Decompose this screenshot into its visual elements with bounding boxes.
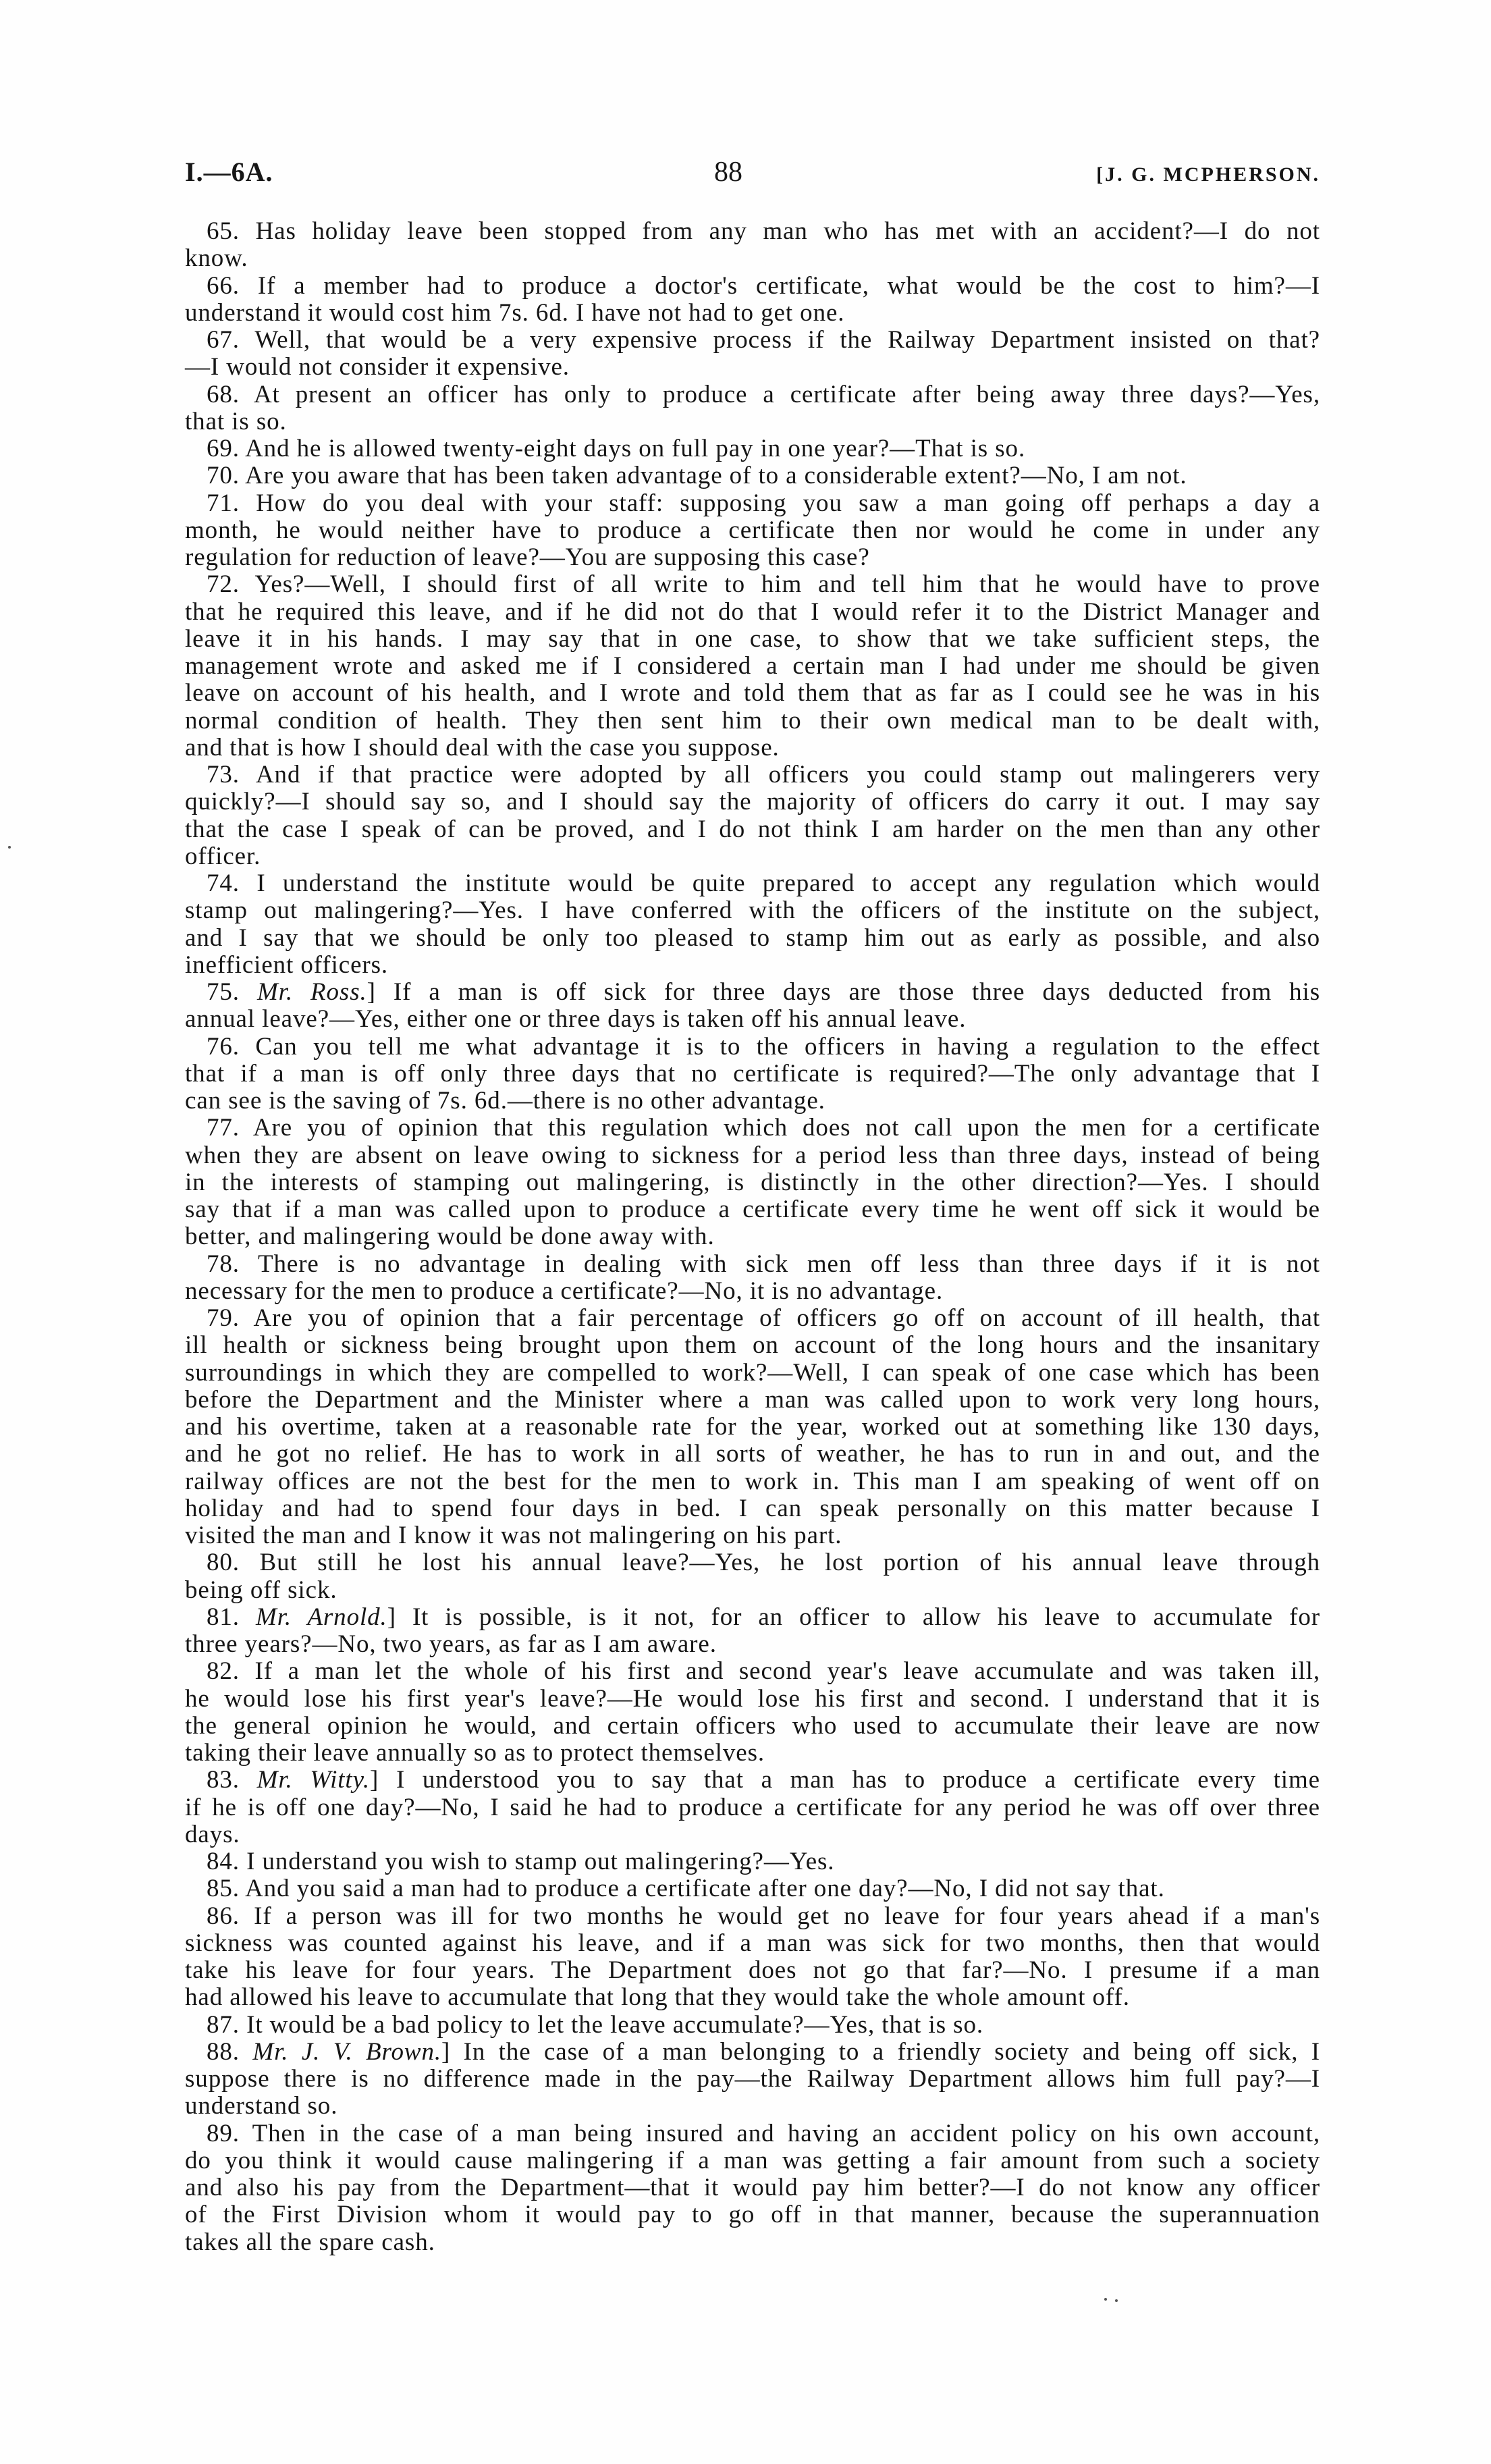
line-text: taking their leave annually so as to protect themselves.	[185, 1739, 765, 1767]
text-line	[185, 843, 1320, 870]
line-text: And you said a man had to produce a certificate after one day?—No, I did not say that.	[245, 1875, 1165, 1903]
text-line	[185, 870, 1320, 897]
line-text: inefficient officers.	[185, 950, 389, 979]
text-line	[185, 273, 1320, 300]
paragraph-number: 67.	[207, 326, 240, 354]
line-text: If a member had to produce a doctor's certificate, what would be the cost to him?—I	[257, 271, 1320, 300]
text-line	[185, 680, 1320, 707]
line-text: officer.	[185, 842, 261, 870]
text-line	[185, 1522, 1320, 1549]
text-line	[185, 1821, 1320, 1848]
line-text: sickness was counted against his leave, and if a man was sick for two months, then that would	[185, 1929, 1320, 1957]
line-text: railway offices are not the best for the men to work in. This man I am speaking of went off on	[185, 1467, 1320, 1495]
text-line	[185, 979, 1320, 1006]
line-text: when they are absent on leave owing to sickness for a period less than three days, instead of being	[185, 1141, 1320, 1169]
qa-paragraph	[185, 1767, 1320, 1848]
text-line	[185, 462, 1320, 489]
paragraph-number: 88.	[207, 2037, 240, 2066]
line-text: Are you of opinion that this regulation which does not call upon the men for a certificate	[252, 1114, 1321, 1142]
text-line	[185, 1251, 1320, 1278]
speaker-name: Mr. J. V. Brown.	[252, 2037, 441, 2066]
text-line	[185, 2012, 1320, 2039]
text-line	[185, 1875, 1320, 1902]
text-line	[185, 1061, 1320, 1088]
paragraph-number: 68.	[207, 380, 240, 408]
line-text: How do you deal with your staff: supposing you saw a man going off perhaps a day a	[256, 489, 1320, 517]
text-line	[185, 218, 1320, 245]
text-line	[185, 1658, 1320, 1685]
line-text: the general opinion he would, and certain officers who used to accumulate their leave are now	[185, 1711, 1320, 1740]
line-text: necessary for the men to produce a certificate?—No, it is no advantage.	[185, 1277, 944, 1305]
line-text: ] It is possible, is it not, for an officer to allow his leave to accumulate for	[387, 1603, 1320, 1631]
line-text: if he is off one day?—No, I said he had to produce a certificate for any period he was off over three	[185, 1793, 1320, 1821]
text-line	[185, 626, 1320, 653]
line-text: and that is how I should deal with the case you suppose.	[185, 733, 780, 761]
line-text: he would lose his first year's leave?—He would lose his first and second. I understand that it is	[185, 1684, 1320, 1713]
text-line	[185, 1984, 1320, 2011]
line-text: can see is the saving of 7s. 6d.—there is no other advantage.	[185, 1087, 825, 1115]
paragraph-number: 71.	[207, 489, 240, 517]
text-line	[185, 2120, 1320, 2147]
text-line	[185, 788, 1320, 815]
line-text: surroundings in which they are compelled to work?—Well, I can speak of one case which has been	[185, 1358, 1320, 1387]
line-text: And he is allowed twenty-eight days on full pay in one year?—That is so.	[245, 435, 1026, 462]
text-line	[185, 2066, 1320, 2093]
paragraph-number: 83.	[207, 1766, 240, 1794]
text-line	[185, 1196, 1320, 1223]
qa-paragraph	[185, 1848, 1320, 1875]
qa-paragraph	[185, 1034, 1320, 1115]
line-text: before the Department and the Minister where a man was called upon to work very long hours,	[185, 1385, 1320, 1414]
line-text: ] In the case of a man belonging to a friendly society and being off sick, I	[441, 2037, 1320, 2066]
text-line	[185, 354, 1320, 381]
text-line	[185, 1549, 1320, 1576]
speaker-name: Mr. Witty.	[256, 1766, 371, 1794]
line-text: annual leave?—Yes, either one or three days is taken off his annual leave.	[185, 1005, 967, 1034]
line-text: I understand the institute would be quite prepared to accept any regulation which would	[256, 869, 1320, 897]
line-text: If a person was ill for two months he would get no leave for four years ahead if a man's	[254, 1902, 1321, 1930]
text-line	[185, 2174, 1320, 2201]
line-text: being off sick.	[185, 1576, 337, 1604]
text-line	[185, 408, 1320, 435]
qa-paragraph	[185, 761, 1320, 870]
qa-paragraph	[185, 571, 1320, 761]
line-text: do you think it would cause malingering if a man was getting a fair amount from such a society	[185, 2146, 1320, 2174]
line-text: suppose there is no difference made in the pay—the Railway Department allows him full pay?—I	[185, 2065, 1320, 2093]
paragraph-number: 82.	[207, 1657, 240, 1686]
text-line	[185, 490, 1320, 517]
line-text: know.	[185, 244, 248, 273]
line-text: Are you aware that has been taken advantage of to a considerable extent?—No, I am not.	[245, 462, 1187, 490]
line-text: Well, that would be a very expensive process if the Railway Department insisted on that?	[254, 326, 1321, 354]
line-text: take his leave for four years. The Department does not go that far?—No. I presume if a man	[185, 1956, 1320, 1984]
page-header	[185, 153, 1320, 191]
line-text: and his overtime, taken at a reasonable rate for the year, worked out at something like 130 days,	[185, 1413, 1320, 1441]
qa-paragraph	[185, 979, 1320, 1034]
text-line	[185, 1169, 1320, 1196]
text-line	[185, 1115, 1320, 1142]
text-line	[185, 1930, 1320, 1957]
text-line	[185, 544, 1320, 571]
paragraph-number: 70.	[207, 462, 240, 490]
line-text: regulation for reduction of leave?—You are supposing this case?	[185, 543, 870, 571]
qa-paragraph	[185, 2039, 1320, 2120]
line-text: visited the man and I know it was not malingering on his part.	[185, 1522, 842, 1549]
line-text: Has holiday leave been stopped from any man who has met with an accident?—I do not	[255, 217, 1320, 245]
line-text: had allowed his leave to accumulate that long that they would take the whole amount off.	[185, 1983, 1130, 2012]
line-text: that he required this leave, and if he did not do that I would refer it to the District Manager and	[185, 597, 1320, 626]
page-number: 88	[714, 157, 742, 188]
text-line	[185, 1414, 1320, 1441]
text-line	[185, 1794, 1320, 1821]
text-line	[185, 1360, 1320, 1387]
line-text: understand so.	[185, 2092, 338, 2120]
qa-paragraph	[185, 2120, 1320, 2256]
paragraph-number: 75.	[207, 978, 240, 1006]
paper-series-label: I.—6A.	[185, 157, 273, 187]
line-text: ] I understood you to say that a man has to produce a certificate every time	[370, 1766, 1320, 1794]
line-text: that is so.	[185, 407, 287, 435]
line-text: that the case I speak of can be proved, and I do not think I am harder on the men than any other	[185, 815, 1320, 843]
line-text: understand it would cost him 7s. 6d. I have not had to get one.	[185, 298, 845, 327]
paragraph-number: 87.	[207, 2010, 240, 2039]
text-line	[185, 952, 1320, 979]
paragraph-number: 89.	[207, 2119, 240, 2147]
line-text: better, and malingering would be done away with.	[185, 1223, 715, 1251]
line-text: But still he lost his annual leave?—Yes, he lost portion of his annual leave through	[259, 1549, 1320, 1577]
text-line	[185, 1278, 1320, 1305]
line-text: three years?—No, two years, as far as I am aware.	[185, 1630, 717, 1658]
text-line	[185, 1631, 1320, 1658]
line-text: say that if a man was called upon to produce a certificate every time he went off sick it would be	[185, 1196, 1320, 1223]
paragraph-number: 79.	[207, 1304, 240, 1332]
qa-paragraph	[185, 870, 1320, 979]
line-text: leave it in his hands. I may say that in one case, to show that we take sufficient steps, the	[185, 624, 1320, 653]
line-text: holiday and had to spend four days in bed. I can speak personally on this matter because I	[185, 1494, 1320, 1522]
paragraph-number: 69.	[207, 435, 240, 462]
paragraph-number: 77.	[207, 1114, 240, 1142]
scan-speck	[1104, 2298, 1107, 2301]
qa-paragraph	[185, 2012, 1320, 2039]
paragraph-number: 72.	[207, 570, 240, 599]
text-line	[185, 1957, 1320, 1984]
text-line	[185, 1441, 1320, 1468]
text-line	[185, 1577, 1320, 1604]
text-line	[185, 1223, 1320, 1250]
line-text: At present an officer has only to produce a certificate after being away three days?—Yes,	[253, 380, 1320, 408]
evidence-body	[185, 218, 1320, 2256]
text-line	[185, 599, 1320, 626]
text-line	[185, 1740, 1320, 1767]
line-text: ] If a man is off sick for three days are those three days deducted from his	[367, 978, 1320, 1006]
text-line	[185, 1468, 1320, 1495]
qa-paragraph	[185, 327, 1320, 381]
text-line	[185, 381, 1320, 408]
qa-paragraph	[185, 462, 1320, 489]
qa-paragraph	[185, 1549, 1320, 1604]
paragraph-number: 86.	[207, 1902, 240, 1930]
line-text: It would be a bad policy to let the leave accumulate?—Yes, that is so.	[246, 2010, 983, 2039]
scan-speck	[8, 846, 11, 849]
line-text: normal condition of health. They then sent him to their own medical man to be dealt with,	[185, 706, 1320, 734]
speaker-name: Mr. Ross.	[256, 978, 367, 1006]
qa-paragraph	[185, 218, 1320, 273]
text-line	[185, 1686, 1320, 1713]
text-line	[185, 925, 1320, 952]
text-line	[185, 1713, 1320, 1740]
line-text: quickly?—I should say so, and I should say the majority of officers do carry it out. I may say	[185, 788, 1320, 816]
text-line	[185, 1604, 1320, 1631]
text-line	[185, 653, 1320, 680]
text-line	[185, 1142, 1320, 1169]
text-line	[185, 761, 1320, 788]
line-text: I understand you wish to stamp out malingering?—Yes.	[246, 1848, 835, 1875]
line-text: Yes?—Well, I should first of all write to him and tell him that he would have to prove	[254, 570, 1321, 599]
qa-paragraph	[185, 1875, 1320, 1902]
text-line	[185, 435, 1320, 462]
text-line	[185, 2147, 1320, 2174]
paragraph-number: 80.	[207, 1549, 240, 1577]
line-text: month, he would neither have to produce a certificate then nor would he come in under any	[185, 516, 1320, 544]
line-text: And if that practice were adopted by all officers you could stamp out malingerers very	[255, 761, 1320, 788]
qa-paragraph	[185, 381, 1320, 436]
line-text: and also his pay from the Department—that it would pay him better?—I do not know any officer	[185, 2174, 1320, 2201]
paragraph-number: 66.	[207, 271, 240, 300]
qa-paragraph	[185, 273, 1320, 327]
line-text: that if a man is off only three days that no certificate is required?—The only advantage that I	[185, 1059, 1320, 1088]
text-line	[185, 245, 1320, 272]
qa-paragraph	[185, 1305, 1320, 1549]
paragraph-number: 78.	[207, 1250, 240, 1278]
text-line	[185, 1034, 1320, 1061]
line-text: ill health or sickness being brought upon them on account of the long hours and the insanitary	[185, 1331, 1320, 1360]
text-line	[185, 734, 1320, 761]
paragraph-number: 65.	[207, 217, 240, 245]
paragraph-number: 73.	[207, 761, 240, 788]
line-text: stamp out malingering?—Yes. I have conferred with the officers of the institute on the subject,	[185, 896, 1320, 925]
scan-speck	[1115, 2299, 1118, 2302]
text-line	[185, 897, 1320, 924]
witness-name: [J. G. MCPHERSON.	[1096, 163, 1320, 186]
qa-paragraph	[185, 1115, 1320, 1250]
text-line	[185, 1332, 1320, 1359]
text-line	[185, 1767, 1320, 1794]
line-text: management wrote and asked me if I considered a certain man I had under me should be given	[185, 652, 1320, 680]
text-line	[185, 1006, 1320, 1033]
text-line	[185, 1088, 1320, 1115]
line-text: of the First Division whom it would pay to go off in that manner, because the superannuation	[185, 2201, 1320, 2229]
qa-paragraph	[185, 1251, 1320, 1306]
text-line	[185, 2229, 1320, 2256]
qa-paragraph	[185, 435, 1320, 462]
line-text: There is no advantage in dealing with sick men off less than three days if it is not	[257, 1250, 1320, 1278]
text-line	[185, 2201, 1320, 2228]
line-text: in the interests of stamping out malingering, is distinctly in the other direction?—Yes. I should	[185, 1168, 1320, 1196]
text-line	[185, 1903, 1320, 1930]
text-line	[185, 1848, 1320, 1875]
paragraph-number: 84.	[207, 1848, 240, 1875]
text-line	[185, 1387, 1320, 1414]
text-line	[185, 1305, 1320, 1332]
text-line	[185, 300, 1320, 327]
qa-paragraph	[185, 1903, 1320, 2012]
text-line	[185, 816, 1320, 843]
line-text: —I would not consider it expensive.	[185, 353, 570, 381]
line-text: Are you of opinion that a fair percentage of officers go off on account of ill health, that	[253, 1304, 1320, 1332]
line-text: and I say that we should be only too pleased to stamp him out as early as possible, and also	[185, 923, 1320, 952]
line-text: days.	[185, 1820, 240, 1848]
text-line	[185, 2093, 1320, 2120]
line-text: and he got no relief. He has to work in all sorts of weather, he has to run in and out, and the	[185, 1440, 1320, 1468]
paragraph-number: 76.	[207, 1032, 240, 1061]
line-text: takes all the spare cash.	[185, 2228, 435, 2256]
line-text: Then in the case of a man being insured and having an accident policy on his own account,	[252, 2119, 1320, 2147]
qa-paragraph	[185, 490, 1320, 572]
qa-paragraph	[185, 1604, 1320, 1659]
speaker-name: Mr. Arnold.	[255, 1603, 387, 1631]
paragraph-number: 74.	[207, 869, 240, 897]
text-line	[185, 1495, 1320, 1522]
text-line	[185, 707, 1320, 734]
text-line	[185, 517, 1320, 544]
line-text: leave on account of his health, and I wrote and told them that as far as I could see he was in his	[185, 679, 1320, 707]
qa-paragraph	[185, 1658, 1320, 1767]
text-line	[185, 327, 1320, 354]
text-line	[185, 2039, 1320, 2066]
line-text: If a man let the whole of his first and second year's leave accumulate and was taken ill,	[254, 1657, 1320, 1686]
paragraph-number: 81.	[207, 1603, 240, 1631]
paragraph-number: 85.	[207, 1875, 240, 1903]
line-text: Can you tell me what advantage it is to the officers in having a regulation to the effect	[255, 1032, 1320, 1061]
text-line	[185, 571, 1320, 598]
